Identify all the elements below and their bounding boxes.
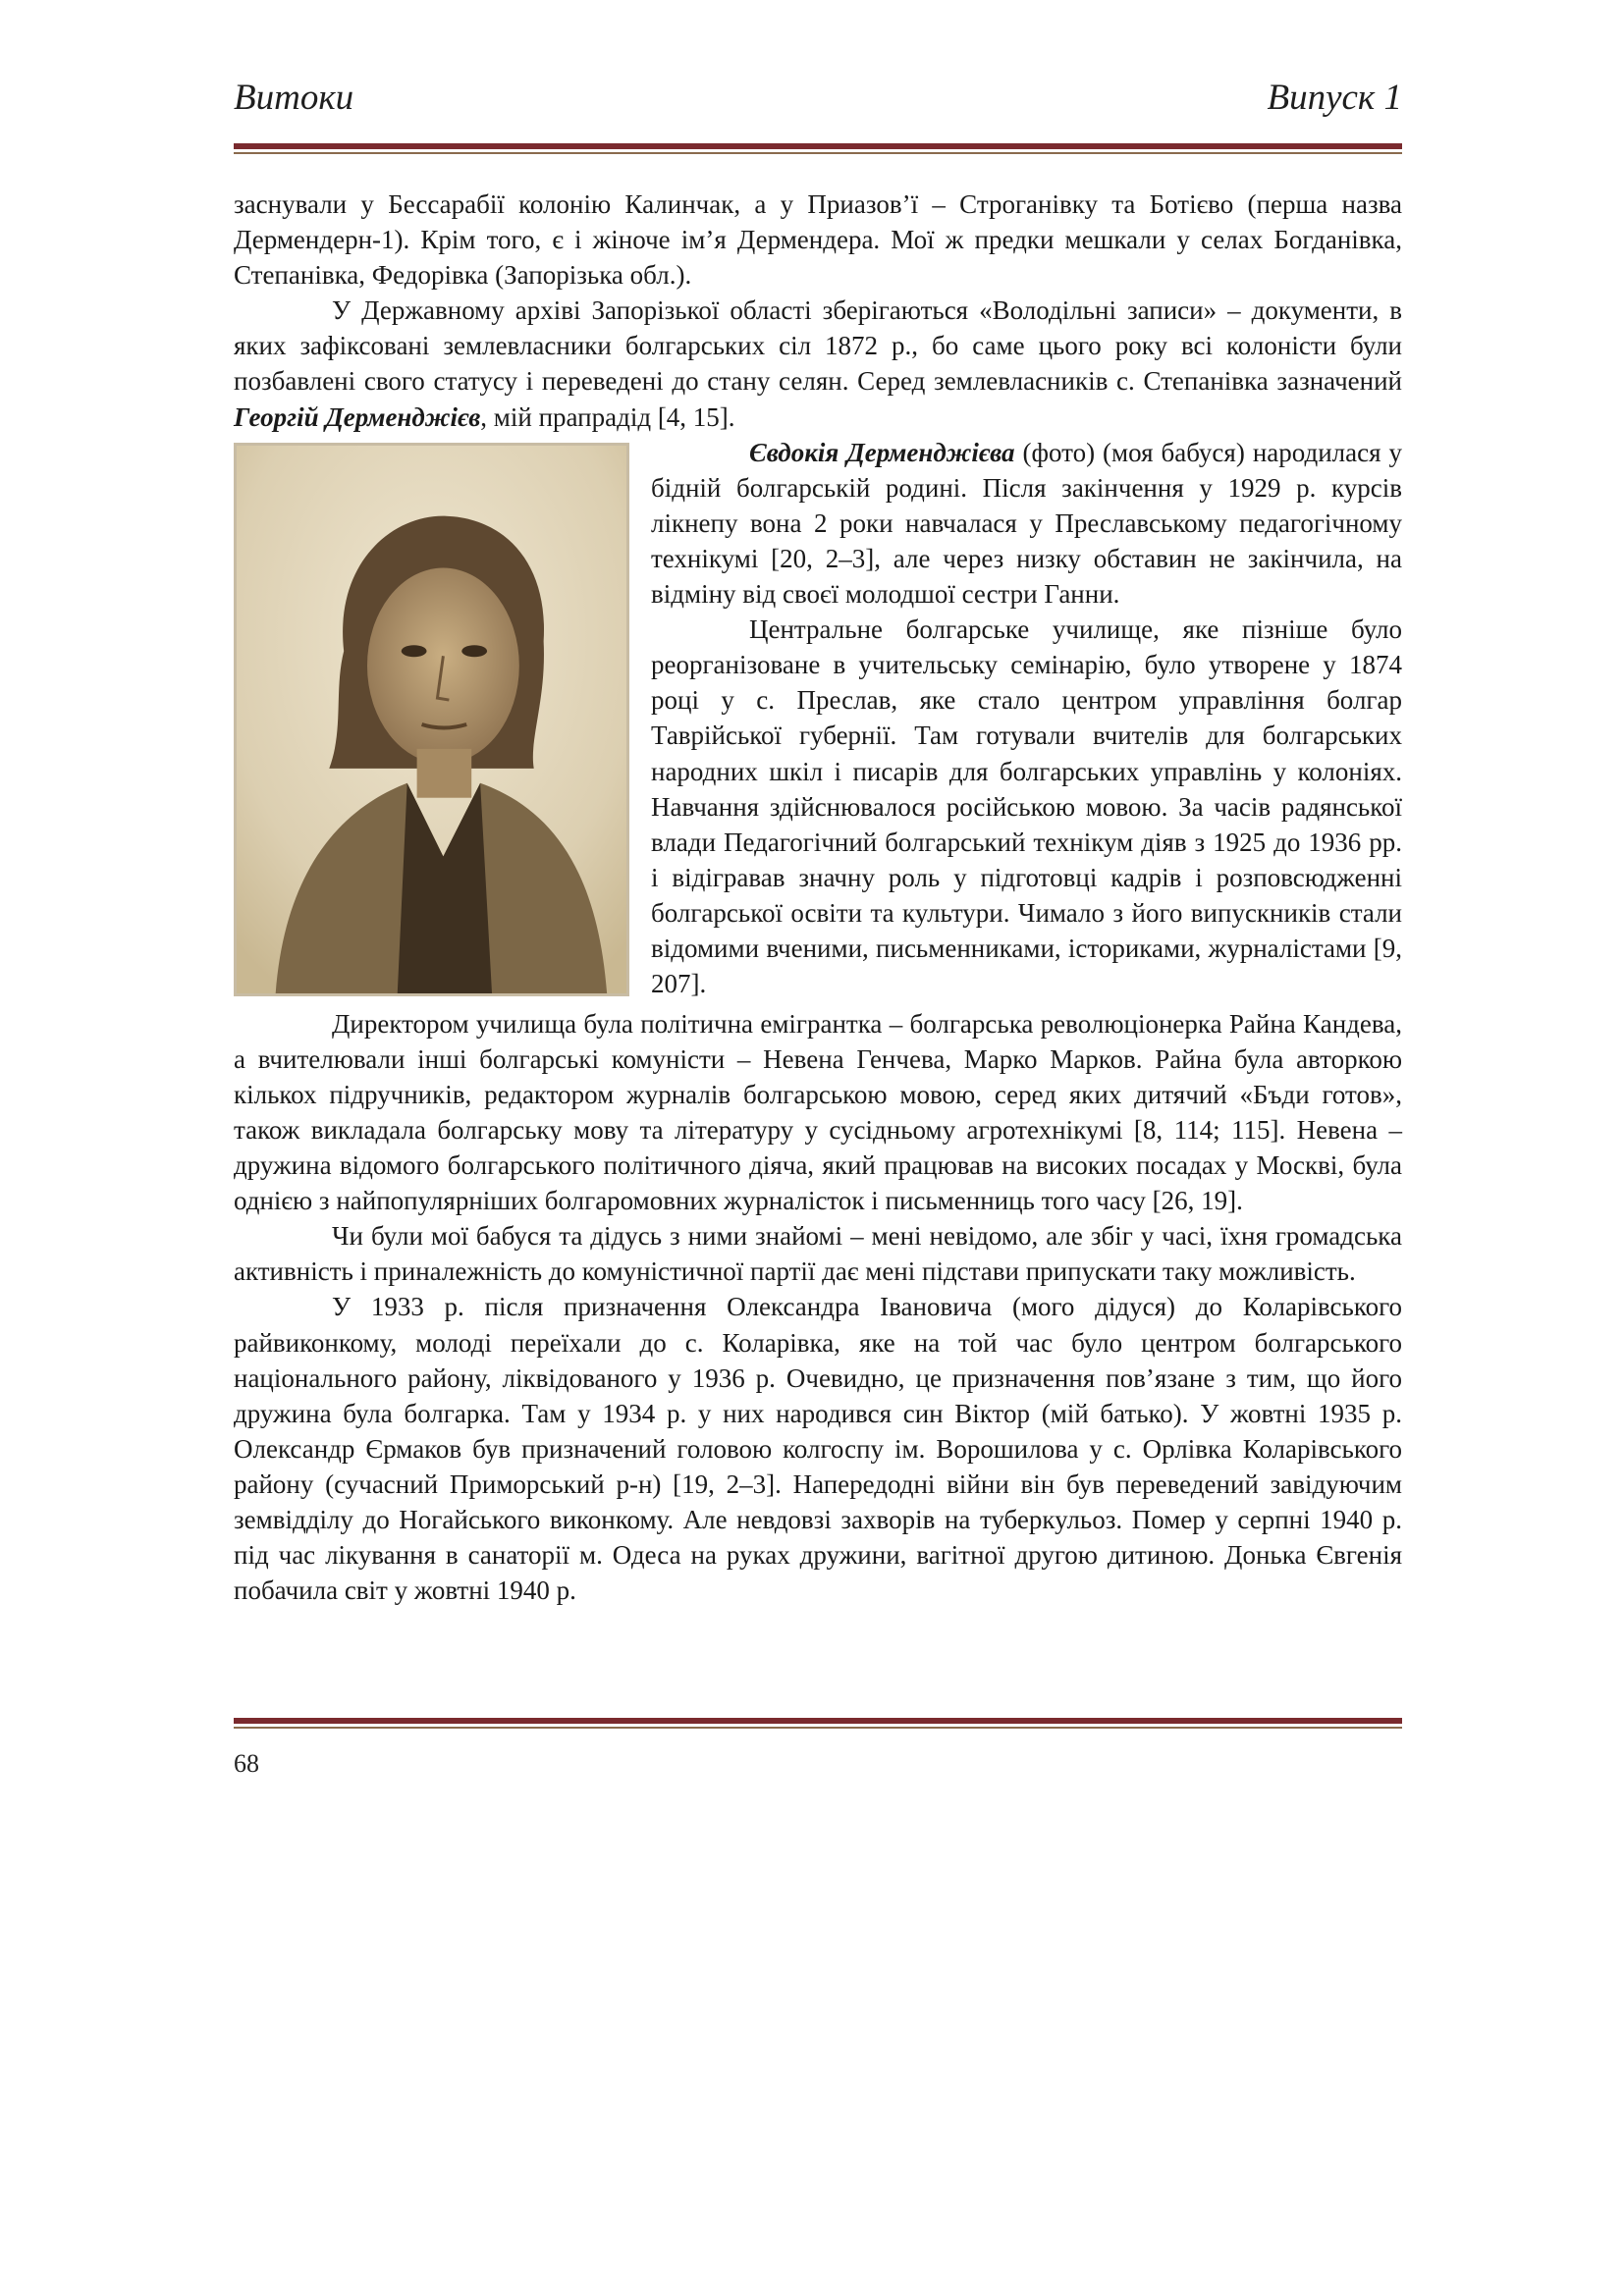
- paragraph: Центральне болгарське училище, яке пізніше було реорганізоване в учительську семінарію, було утворене у 1874 році у с. Преслав, яке стало центром управління болгар Таврійської губернії. Там готували вчителів для болгарських народних шкіл і писарів для болгарських управлінь у колоніях. Навчання здійснювалося російською мовою. За часів радянської влади Педагогічний болгарський технікум діяв з 1925 до 1936 рр. і відігравав значну роль у підготовці кадрів і розповсюдженні болгарської освіти та культури. Чимало з його випускників стали відомими вченими, письменниками, істориками, журналістами [9, 207].: [651, 614, 1402, 999]
- portrait-image: [237, 446, 626, 993]
- person-name: Георгій Дерменджієв: [234, 401, 481, 432]
- journal-title: Витоки: [234, 78, 354, 118]
- header-divider: [234, 143, 1402, 154]
- footer-divider: [234, 1718, 1402, 1729]
- paragraph: Чи були мої бабуся та дідусь з ними знайомі – мені невідомо, але збіг у часі, їхня громадська активність і приналежність до комуністичної партії дає мені підстави припускати таку можливість.: [234, 1221, 1402, 1287]
- page-number: 68: [234, 1749, 259, 1778]
- paragraph: Директором училища була політична емігрантка – болгарська революціонерка Райна Кандева, а вчителювали інші болгарські комуністи – Невена Генчева, Марко Марков. Райна була авторкою кількох підручників, редактором журналів болгарською мовою, серед яких дитячий «Бъди готов», також викладала болгарську мову та літературу у сусідньому агротехнікумі [8, 114; 115]. Невена – дружина відомого болгарського політичного діяча, який працював на високих посадах у Москві, була однією з найпопулярніших болгаромовних журналісток і письменниць того часу [26, 19].: [234, 1008, 1402, 1216]
- paragraph: заснували у Бессарабії колонію Калинчак, а у Приазов’ї – Строганівку та Ботієво (перша назва Дермендерн-1). Крім того, є і жіноче ім’я Дермендера. Мої ж предки мешкали у селах Богданівка, Степанівка, Федорівка (Запорізька обл.).: [234, 189, 1402, 291]
- paragraph: У 1933 р. після призначення Олександра Івановича (мого дідуся) до Коларівського райвиконкому, молоді переїхали до с. Коларівка, яке на той час було центром болгарського національного району, ліквідованого у 1936 р. Очевидно, це призначення пов’язане з тим, що його дружина була болгарка. Там у 1934 р. у них народився син Віктор (мій батько). У жовтні 1935 р. Олександр Єрмаков був призначений головою колгоспу ім. Ворошилова у с. Орлівка Коларівського району (сучасний Приморський р-н) [19, 2–3]. Напередодні війни він був переведений завідуючим земвідділу до Ногайського виконкому. Але невдовзі захворів на туберкульоз. Помер у серпні 1940 р. під час лікування в санаторії м. Одеса на руках дружини, вагітної другою дитиною. Донька Євгенія побачила світ у жовтні 1940 р.: [234, 1292, 1402, 1606]
- person-name: Євдокія Дерменджієва: [749, 437, 1015, 467]
- paragraph-text: У Державному архіві Запорізької області зберігаються «Володільні записи» – документи, в яких зафіксовані землевласники болгарських сіл 1872 р., бо саме цього року всі колоністи були позбавлені свого статусу і переведені до стану селян. Серед землевласників с. Степанівка зазначений: [234, 295, 1402, 397]
- paragraph: [234, 293, 1402, 434]
- portrait-photo: [234, 443, 629, 996]
- paragraph-text: (фото) (моя бабуся) народилася у бідній болгарській родині. Після закінчення у 1929 р. курсів лікнепу вона 2 роки навчалася у Преславському педагогічному технікумі [20, 2–3], але через низку обставин не закінчила, на відміну від своєї молодшої сестри Ганни.: [651, 437, 1402, 610]
- paragraph-text: , мій прапрадід [4, 15].: [480, 401, 735, 432]
- running-header: [234, 71, 1402, 130]
- issue-label: Випуск 1: [1267, 78, 1402, 118]
- article-body: [234, 187, 1402, 1608]
